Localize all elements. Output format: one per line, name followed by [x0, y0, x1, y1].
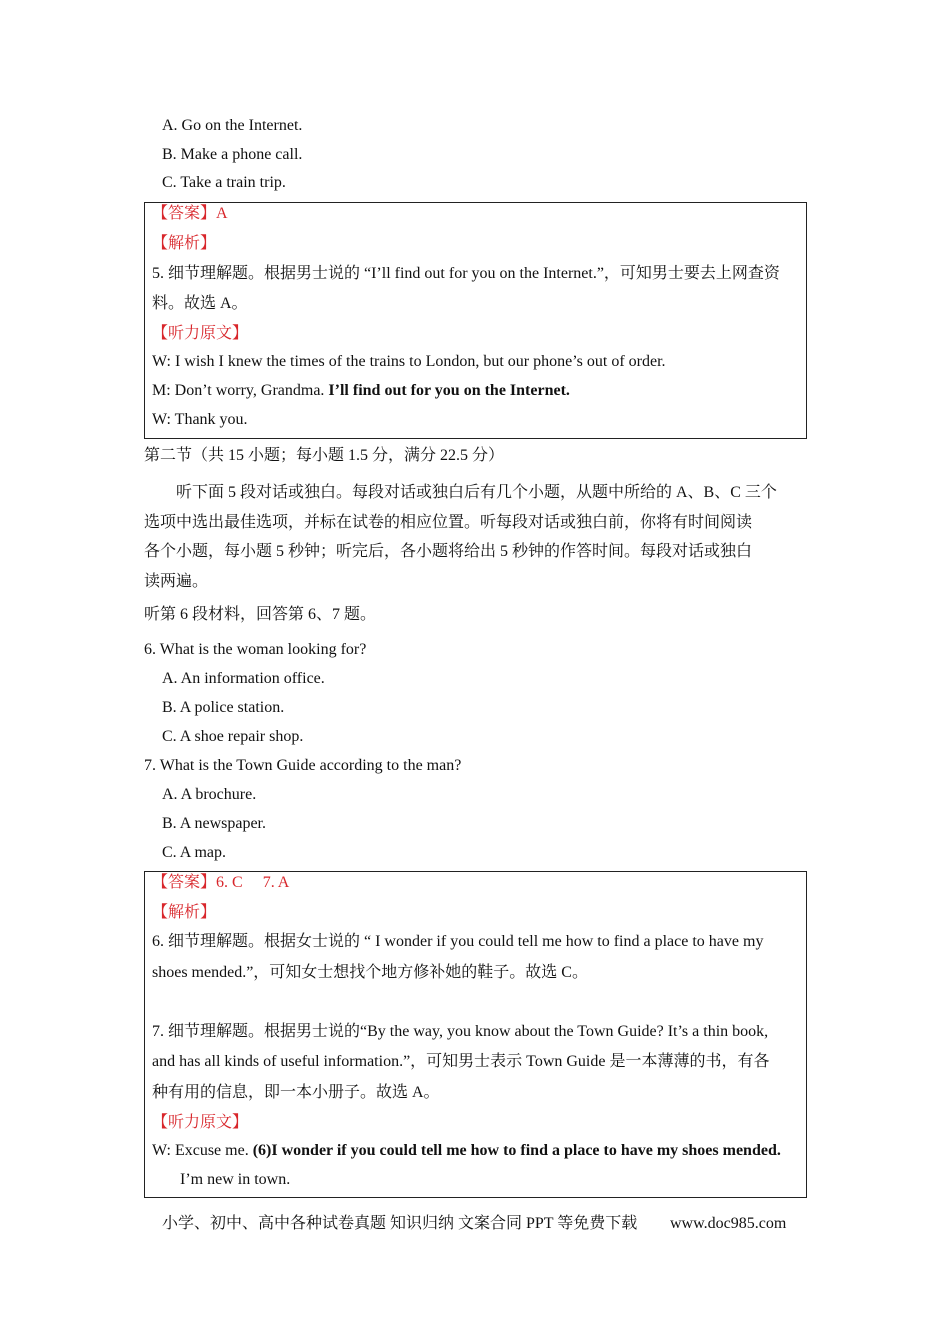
transcript-line: W: Thank you. — [152, 411, 248, 428]
section-title: 第二节（共 15 小题；每小题 1.5 分，满分 22.5 分） — [144, 447, 505, 464]
analysis-text-line: 5. 细节理解题。根据男士说的 “I’ll find out for you on the Internet.”，可知男士要去上网查资 — [152, 265, 780, 282]
q6-option-c: C. A shoe repair shop. — [162, 728, 304, 745]
q5-option-c: C. Take a train trip. — [162, 174, 286, 191]
q5-option-b: B. Make a phone call. — [162, 146, 303, 163]
q7-option-c: C. A map. — [162, 844, 227, 861]
question-6-stem: 6. What is the woman looking for? — [144, 641, 367, 658]
answer-box-q5 — [144, 202, 807, 439]
transcript-line: M: Don’t worry, Grandma. I’ll find out for you on the Internet. — [152, 382, 570, 399]
instructions-line: 听下面 5 段对话或独白。每段对话或独白后有几个小题，从题中所给的 A、B、C 三个 — [176, 484, 777, 501]
q6-option-b: B. A police station. — [162, 699, 285, 716]
footer-link[interactable]: www.doc985.com — [670, 1215, 787, 1232]
transcript-line: W: Excuse me. (6)I wonder if you could tell me how to find a place to have my shoes mended. — [152, 1142, 781, 1159]
footer-text: 小学、初中、高中各种试卷真题 知识归纳 文案合同 PPT 等免费下载 — [162, 1215, 638, 1232]
transcript-label: 【听力原文】 — [152, 1114, 249, 1131]
analysis-text-line: 6. 细节理解题。根据女士说的 “ I wonder if you could tell me how to find a place to have my — [152, 933, 764, 950]
question-7-stem: 7. What is the Town Guide according to the man? — [144, 757, 462, 774]
analysis-text-line: 料。故选 A。 — [152, 295, 248, 312]
instructions-line: 读两遍。 — [144, 573, 209, 590]
analysis-text-line: 种有用的信息，即一本小册子。故选 A。 — [152, 1084, 440, 1101]
analysis-label: 【解析】 — [152, 235, 217, 252]
analysis-text-line: 7. 细节理解题。根据男士说的“By the way, you know about the Town Guide? It’s a thin book, — [152, 1023, 769, 1040]
instructions-line: 各个小题，每小题 5 秒钟；听完后，各小题将给出 5 秒钟的作答时间。每段对话或独白 — [144, 543, 753, 560]
answer-label: 【答案】A — [152, 205, 228, 222]
analysis-text-line: shoes mended.”，可知女士想找个地方修补她的鞋子。故选 C。 — [152, 964, 588, 981]
q7-option-a: A. A brochure. — [162, 786, 257, 803]
instructions-line: 选项中选出最佳选项，并标在试卷的相应位置。听每段对话或独白前，你将有时间阅读 — [144, 514, 753, 531]
q7-option-b: B. A newspaper. — [162, 815, 266, 832]
transcript-label: 【听力原文】 — [152, 325, 249, 342]
transcript-line: I’m new in town. — [180, 1171, 291, 1188]
analysis-label: 【解析】 — [152, 904, 217, 921]
q5-option-a: A. Go on the Internet. — [162, 117, 303, 134]
q6-option-a: A. An information office. — [162, 670, 325, 687]
material-heading: 听第 6 段材料，回答第 6、7 题。 — [144, 606, 377, 623]
transcript-line: W: I wish I knew the times of the trains to London, but our phone’s out of order. — [152, 353, 666, 370]
answer-label: 【答案】6. C 7. A — [152, 874, 290, 891]
analysis-text-line: and has all kinds of useful information.”，可知男士表示 Town Guide 是一本薄薄的书，有各 — [152, 1053, 770, 1070]
